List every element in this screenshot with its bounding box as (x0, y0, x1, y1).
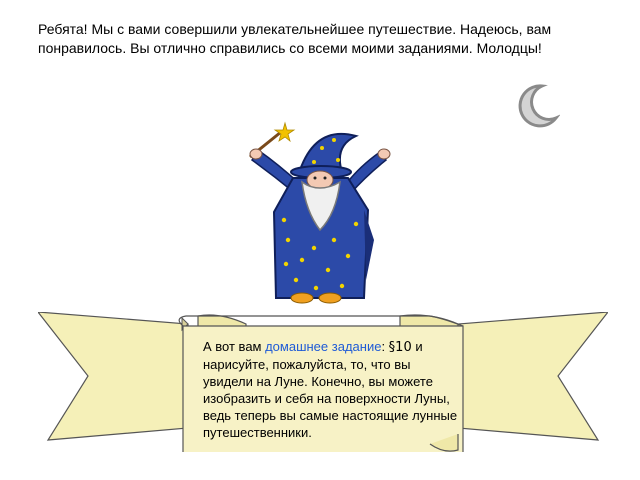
homework-colon: : (381, 339, 389, 354)
homework-text (203, 338, 458, 441)
homework-body: и нарисуйте, пожалуйста, то, что вы увидели на Луне. Конечно, вы можете изобразить и себя на поверхности Луны, ведь теперь вы самые настоящие лунные путешественники. (203, 339, 458, 440)
section-number: §10 (388, 340, 412, 355)
crescent-moon-icon (512, 82, 560, 130)
homework-link[interactable]: домашнее задание (265, 339, 382, 354)
slide-title: Ребята! Мы с вами совершили увлекательнейшее путешествие. Надеюсь, вам понравилось. Вы отлично справились со всеми моими заданиями. Молодцы! (38, 21, 552, 56)
homework-prefix: А вот вам (203, 339, 266, 354)
wizard-clipart (238, 120, 400, 305)
